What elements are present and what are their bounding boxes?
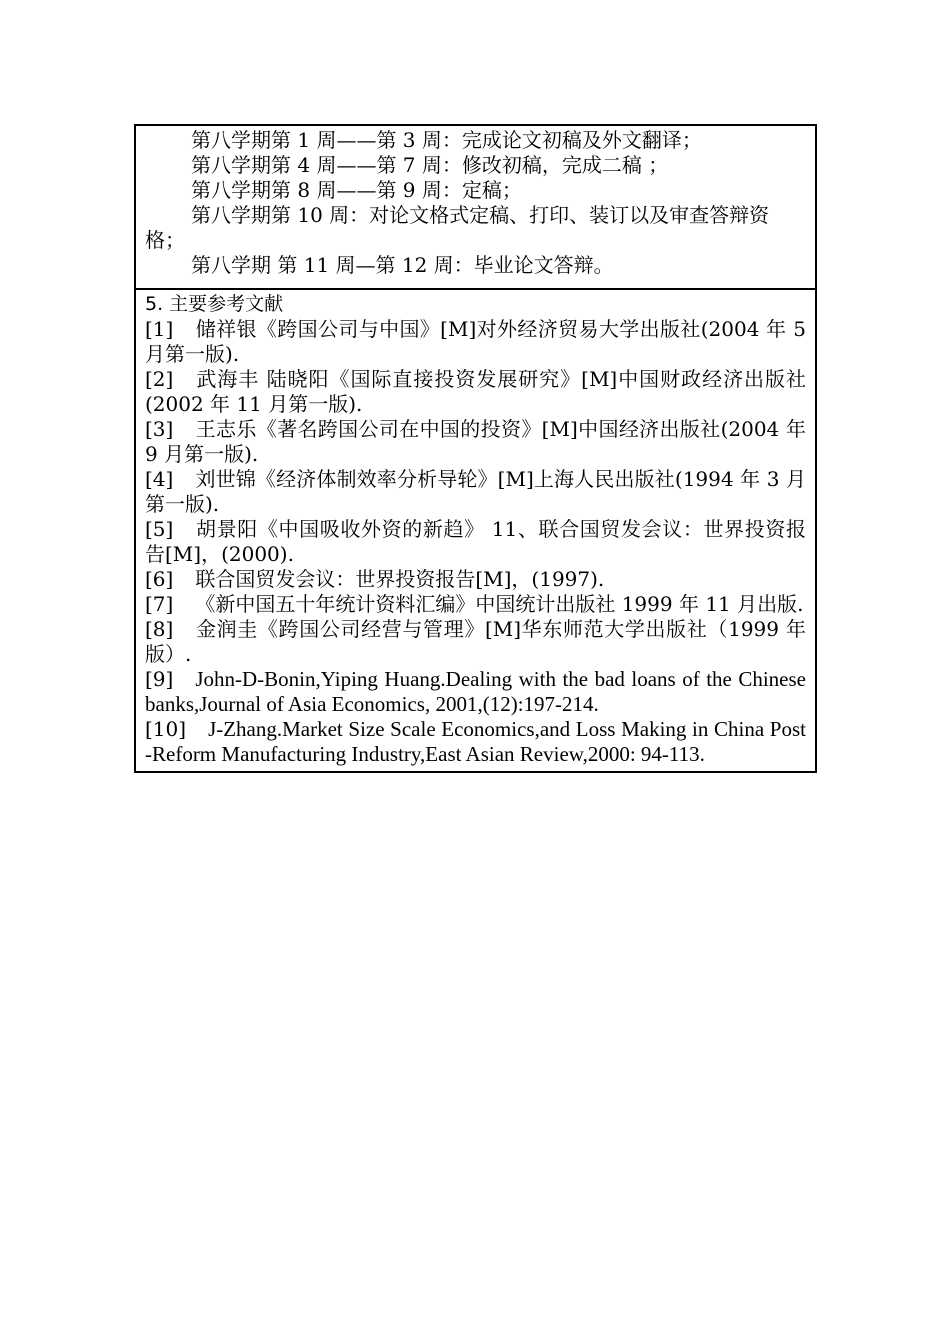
references-cell bbox=[136, 290, 815, 771]
reference-text: 储祥银《跨国公司与中国》[M]对外经济贸易大学出版社(2004 年 5 月第一版). bbox=[145, 317, 806, 366]
reference-number: [9] bbox=[145, 667, 174, 691]
reference-item bbox=[145, 467, 806, 517]
reference-number: [1] bbox=[145, 317, 174, 341]
reference-item bbox=[145, 617, 806, 667]
reference-text: 刘世锦《经济体制效率分析导轮》[M]上海人民出版社(1994 年 3 月第一版). bbox=[145, 467, 806, 516]
schedule-cell bbox=[136, 126, 815, 290]
reference-number: [8] bbox=[145, 617, 174, 641]
reference-text: 联合国贸发会议：世界投资报告[M]，(1997). bbox=[195, 567, 605, 591]
reference-text: 武海丰 陆晓阳《国际直接投资发展研究》[M]中国财政经济出版社(2002 年 11 月第一版). bbox=[145, 367, 806, 416]
schedule-item: 第八学期第 1 周——第 3 周：完成论文初稿及外文翻译； bbox=[191, 128, 702, 152]
reference-number: [7] bbox=[145, 592, 174, 616]
reference-item bbox=[145, 417, 806, 467]
reference-item bbox=[145, 317, 806, 367]
document-table bbox=[134, 124, 817, 773]
reference-number: [6] bbox=[145, 567, 174, 591]
reference-number: [10] bbox=[145, 717, 187, 741]
schedule-item: 第八学期第 8 周——第 9 周：定稿； bbox=[191, 178, 522, 202]
reference-item bbox=[145, 517, 806, 567]
reference-text: John-D-Bonin,Yiping Huang.Dealing with the bad loans of the Chinese banks,Journal of Asia Economics, 2001,(12):197-214. bbox=[145, 667, 806, 716]
reference-number: [4] bbox=[145, 467, 174, 491]
reference-number: [3] bbox=[145, 417, 174, 441]
reference-text: 金润圭《跨国公司经营与管理》[M]华东师范大学出版社（1999 年版）. bbox=[145, 617, 806, 666]
reference-text: 王志乐《著名跨国公司在中国的投资》[M]中国经济出版社(2004 年 9 月第一版). bbox=[145, 417, 806, 466]
schedule-item: 第八学期第 10 周：对论文格式定稿、打印、装订以及审查答辩资格； bbox=[145, 203, 770, 252]
reference-item bbox=[145, 567, 806, 592]
schedule-item: 第八学期第 4 周——第 7 周：修改初稿，完成二稿 ； bbox=[191, 153, 669, 177]
reference-text: 《新中国五十年统计资料汇编》中国统计出版社 1999 年 11 月出版. bbox=[195, 592, 804, 616]
reference-item bbox=[145, 667, 806, 717]
reference-text: J-Zhang.Market Size Scale Economics,and Loss Making in China Post -Reform Manufacturing Industry,East Asian Review,2000: 94-113. bbox=[145, 717, 806, 766]
reference-item bbox=[145, 592, 806, 617]
reference-text: 胡景阳《中国吸收外资的新趋》 11、联合国贸发会议：世界投资报告[M]，(2000). bbox=[145, 517, 806, 566]
reference-item bbox=[145, 367, 806, 417]
reference-number: [2] bbox=[145, 367, 174, 391]
references-heading: 5. 主要参考文献 bbox=[145, 293, 284, 315]
reference-item bbox=[145, 717, 806, 767]
reference-number: [5] bbox=[145, 517, 174, 541]
schedule-item: 第八学期 第 11 周—第 12 周：毕业论文答辩。 bbox=[191, 253, 614, 277]
